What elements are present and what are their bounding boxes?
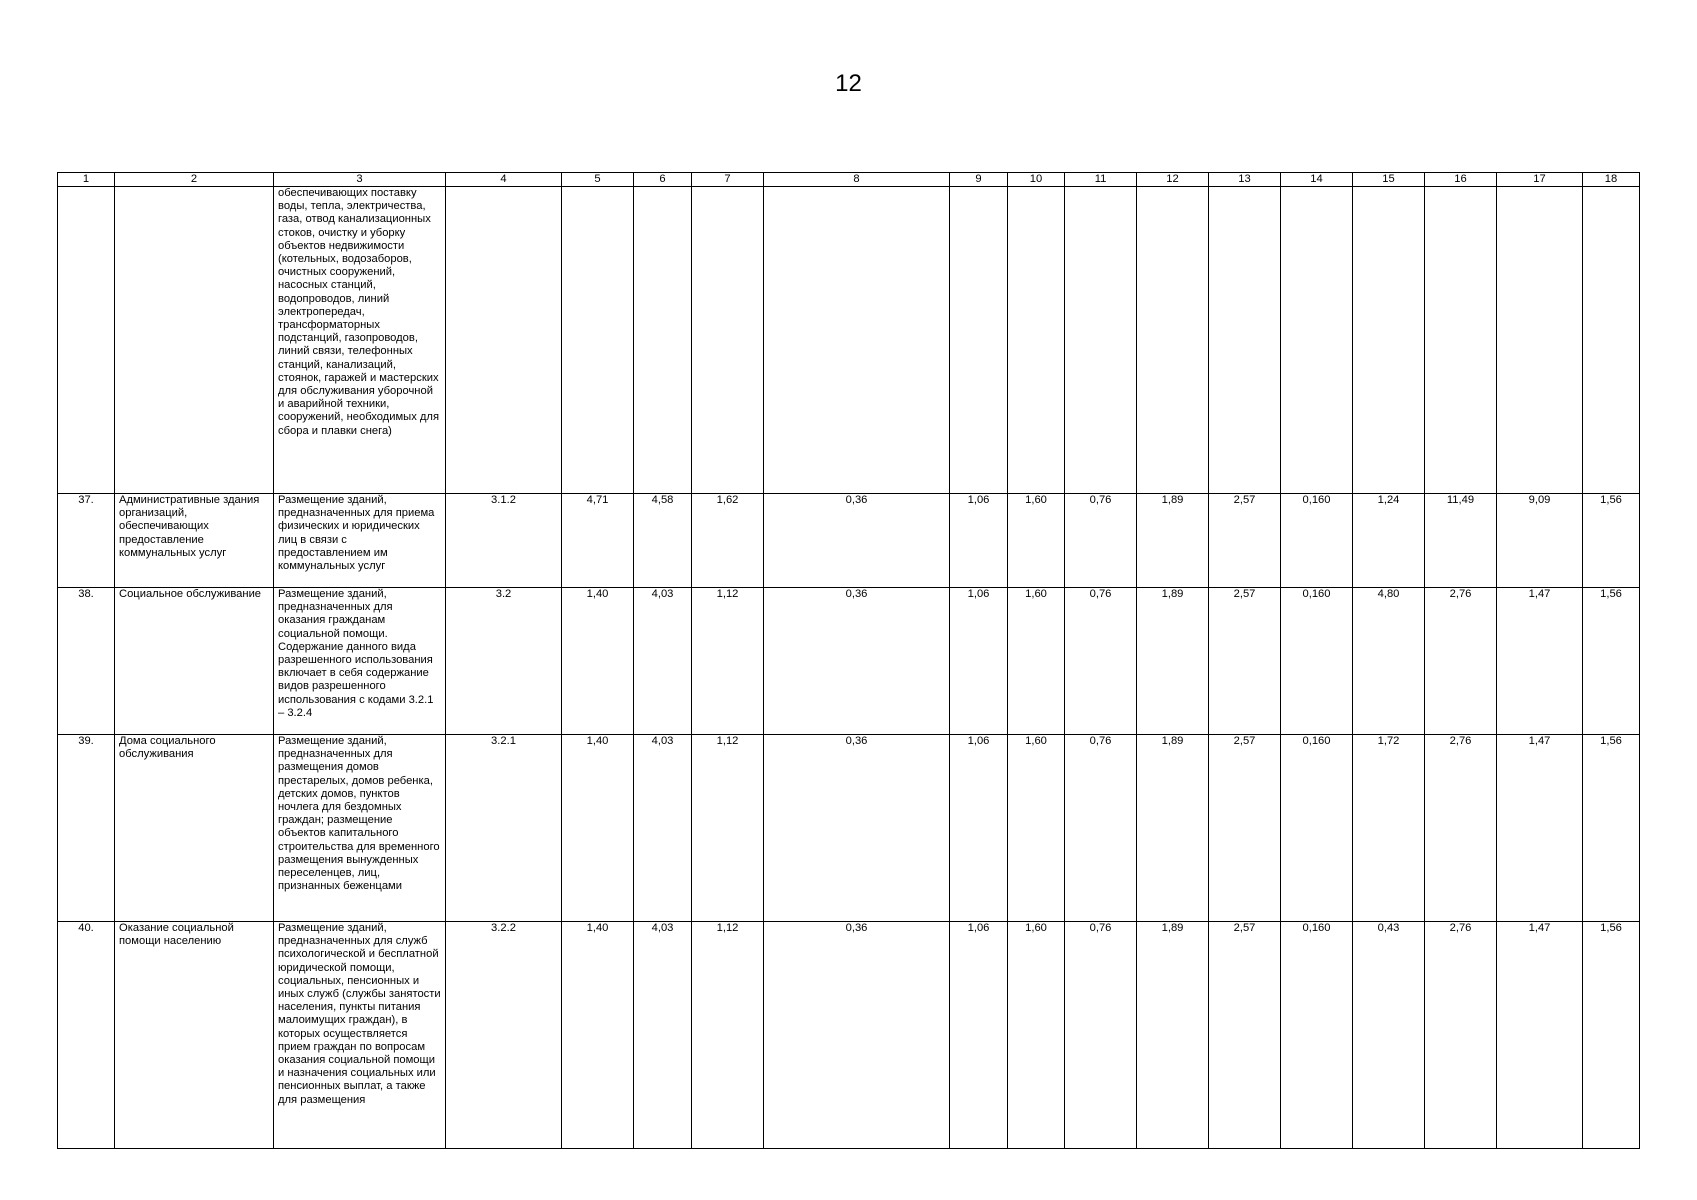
- cell: [1209, 187, 1281, 494]
- cell-col-5: 1,40: [562, 588, 634, 735]
- col-header-14: 14: [1281, 173, 1353, 187]
- cell-col-8: 0,36: [764, 588, 950, 735]
- col-header-13: 13: [1209, 173, 1281, 187]
- cell-col-10: 1,60: [1008, 588, 1065, 735]
- cell: [58, 187, 115, 494]
- cell: [764, 187, 950, 494]
- cell-col-17: 1,47: [1497, 922, 1583, 1149]
- cell-col-9: 1,06: [950, 922, 1008, 1149]
- cell-code: 3.2.1: [446, 735, 562, 922]
- cell: [115, 187, 274, 494]
- cell-col-6: 4,03: [634, 735, 692, 922]
- cell-col-8: 0,36: [764, 922, 950, 1149]
- cell-col-9: 1,06: [950, 494, 1008, 588]
- cell-col-14: 0,160: [1281, 735, 1353, 922]
- cell-col-5: 4,71: [562, 494, 634, 588]
- col-header-6: 6: [634, 173, 692, 187]
- cell-col-18: 1,56: [1583, 922, 1640, 1149]
- cell: [692, 187, 764, 494]
- page-number: 12: [835, 70, 862, 97]
- cell: [1353, 187, 1425, 494]
- cell-description: Размещение зданий, предназначенных для приема физических и юридических лиц в связи с предоставлением им коммунальных услуг: [274, 494, 446, 588]
- cell-col-14: 0,160: [1281, 922, 1353, 1149]
- cell-description: Размещение зданий, предназначенных для оказания гражданам социальной помощи. Содержание данного вида разрешенного использования включает в себя содержание видов разрешенного использования с кодами 3.2.1 – 3.2.4: [274, 588, 446, 735]
- cell-col-13: 2,57: [1209, 494, 1281, 588]
- cell-col-15: 1,24: [1353, 494, 1425, 588]
- cell: [562, 187, 634, 494]
- col-header-5: 5: [562, 173, 634, 187]
- cell-row-number: 40.: [58, 922, 115, 1149]
- cell-name: Дома социального обслуживания: [115, 735, 274, 922]
- cell-col-16: 2,76: [1425, 922, 1497, 1149]
- cell-description: Размещение зданий, предназначенных для размещения домов престарелых, домов ребенка, детских домов, пунктов ночлега для бездомных граждан; размещение объектов капитального строительства для временного размещения вынужденных переселенцев, лиц, признанных беженцами: [274, 735, 446, 922]
- cell-col-18: 1,56: [1583, 494, 1640, 588]
- col-header-2: 2: [115, 173, 274, 187]
- cell-col-8: 0,36: [764, 735, 950, 922]
- col-header-10: 10: [1008, 173, 1065, 187]
- cell-col-10: 1,60: [1008, 494, 1065, 588]
- table-row-39: [58, 735, 1640, 922]
- cell-col-12: 1,89: [1137, 922, 1209, 1149]
- table-row-38: [58, 588, 1640, 735]
- col-header-7: 7: [692, 173, 764, 187]
- cell-row-number: 38.: [58, 588, 115, 735]
- cell-col-13: 2,57: [1209, 735, 1281, 922]
- cell: [446, 187, 562, 494]
- cell-col-11: 0,76: [1065, 588, 1137, 735]
- col-header-3: 3: [274, 173, 446, 187]
- cell-col-9: 1,06: [950, 588, 1008, 735]
- col-header-9: 9: [950, 173, 1008, 187]
- cell: [1583, 187, 1640, 494]
- cell-col-15: 4,80: [1353, 588, 1425, 735]
- cell-col-18: 1,56: [1583, 735, 1640, 922]
- cell-col-7: 1,12: [692, 735, 764, 922]
- cell-col-15: 0,43: [1353, 922, 1425, 1149]
- cell-col-10: 1,60: [1008, 735, 1065, 922]
- cell-col-10: 1,60: [1008, 922, 1065, 1149]
- cell-col-6: 4,58: [634, 494, 692, 588]
- table-row-37: [58, 494, 1640, 588]
- cell-name: Оказание социальной помощи населению: [115, 922, 274, 1149]
- cell-col-7: 1,62: [692, 494, 764, 588]
- cell-description: обеспечивающих поставку воды, тепла, электричества, газа, отвод канализационных стоков, очистку и уборку объектов недвижимости (котельных, водозаборов, очистных сооружений, насосных станций, водопроводов, линий электропередач, трансформаторных подстанций, газопроводов, линий связи, телефонных станций, канализаций, стоянок, гаражей и мастерских для обслуживания уборочной и аварийной техники, сооружений, необходимых для сбора и плавки снега): [274, 187, 446, 494]
- col-header-1: 1: [58, 173, 115, 187]
- cell-col-12: 1,89: [1137, 735, 1209, 922]
- cell: [950, 187, 1008, 494]
- col-header-15: 15: [1353, 173, 1425, 187]
- cell-col-9: 1,06: [950, 735, 1008, 922]
- cell-col-16: 11,49: [1425, 494, 1497, 588]
- cell-col-11: 0,76: [1065, 735, 1137, 922]
- col-header-12: 12: [1137, 173, 1209, 187]
- cell-col-14: 0,160: [1281, 494, 1353, 588]
- cell-col-5: 1,40: [562, 922, 634, 1149]
- cell-name: Социальное обслуживание: [115, 588, 274, 735]
- cell-col-18: 1,56: [1583, 588, 1640, 735]
- cell-col-6: 4,03: [634, 588, 692, 735]
- cell: [1137, 187, 1209, 494]
- cell-col-7: 1,12: [692, 588, 764, 735]
- cell-col-5: 1,40: [562, 735, 634, 922]
- col-header-16: 16: [1425, 173, 1497, 187]
- cell-code: 3.1.2: [446, 494, 562, 588]
- col-header-17: 17: [1497, 173, 1583, 187]
- cell: [634, 187, 692, 494]
- table-row-40: [58, 922, 1640, 1149]
- cell-col-17: 1,47: [1497, 588, 1583, 735]
- coefficients-table: [57, 172, 1640, 1149]
- header-row: [58, 173, 1640, 187]
- cell-row-number: 37.: [58, 494, 115, 588]
- cell-col-6: 4,03: [634, 922, 692, 1149]
- cell-code: 3.2: [446, 588, 562, 735]
- col-header-8: 8: [764, 173, 950, 187]
- cell-col-17: 1,47: [1497, 735, 1583, 922]
- col-header-4: 4: [446, 173, 562, 187]
- cell: [1281, 187, 1353, 494]
- cell-code: 3.2.2: [446, 922, 562, 1149]
- cell: [1497, 187, 1583, 494]
- cell-row-number: 39.: [58, 735, 115, 922]
- col-header-18: 18: [1583, 173, 1640, 187]
- cell-name: Административные здания организаций, обеспечивающих предоставление коммунальных услуг: [115, 494, 274, 588]
- cell-col-14: 0,160: [1281, 588, 1353, 735]
- col-header-11: 11: [1065, 173, 1137, 187]
- cell-col-15: 1,72: [1353, 735, 1425, 922]
- cell: [1425, 187, 1497, 494]
- cell-col-13: 2,57: [1209, 922, 1281, 1149]
- table-row-continuation: [58, 187, 1640, 494]
- cell-description: Размещение зданий, предназначенных для служб психологической и бесплатной юридической помощи, социальных, пенсионных и иных служб (службы занятости населения, пункты питания малоимущих граждан), в которых осуществляется прием граждан по вопросам оказания социальной помощи и назначения социальных или пенсионных выплат, а также для размещения: [274, 922, 446, 1149]
- cell-col-11: 0,76: [1065, 494, 1137, 588]
- cell-col-8: 0,36: [764, 494, 950, 588]
- cell: [1065, 187, 1137, 494]
- cell-col-7: 1,12: [692, 922, 764, 1149]
- cell-col-16: 2,76: [1425, 588, 1497, 735]
- cell-col-17: 9,09: [1497, 494, 1583, 588]
- cell-col-16: 2,76: [1425, 735, 1497, 922]
- cell: [1008, 187, 1065, 494]
- cell-col-13: 2,57: [1209, 588, 1281, 735]
- cell-col-12: 1,89: [1137, 588, 1209, 735]
- cell-col-11: 0,76: [1065, 922, 1137, 1149]
- cell-col-12: 1,89: [1137, 494, 1209, 588]
